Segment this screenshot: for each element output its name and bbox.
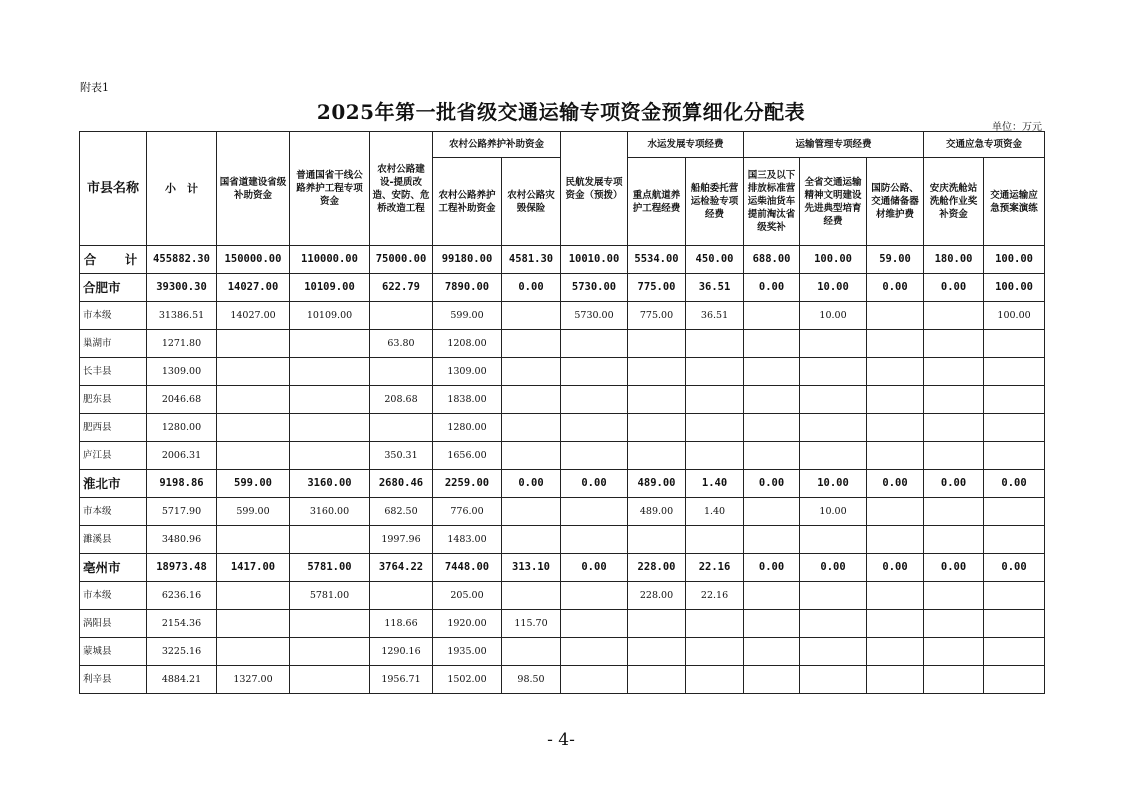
value-cell: 0.00 — [744, 274, 800, 302]
value-cell — [290, 442, 370, 470]
value-cell — [502, 638, 561, 666]
value-cell — [502, 442, 561, 470]
value-cell — [800, 526, 867, 554]
value-cell — [686, 610, 744, 638]
value-cell: 775.00 — [628, 274, 686, 302]
value-cell — [502, 386, 561, 414]
value-cell: 0.00 — [502, 470, 561, 498]
value-cell: 118.66 — [370, 610, 433, 638]
value-cell — [217, 610, 290, 638]
value-cell: 115.70 — [502, 610, 561, 638]
value-cell — [800, 414, 867, 442]
value-cell — [924, 498, 984, 526]
value-cell: 0.00 — [744, 554, 800, 582]
value-cell — [628, 526, 686, 554]
value-cell — [924, 302, 984, 330]
value-cell — [686, 666, 744, 694]
value-cell — [867, 610, 924, 638]
value-cell — [502, 498, 561, 526]
value-cell — [744, 414, 800, 442]
value-cell — [686, 638, 744, 666]
value-cell: 0.00 — [867, 554, 924, 582]
table-body — [80, 246, 1045, 694]
value-cell: 2680.46 — [370, 470, 433, 498]
value-cell: 100.00 — [984, 302, 1045, 330]
value-cell: 4884.21 — [147, 666, 217, 694]
value-cell: 0.00 — [924, 274, 984, 302]
value-cell: 100.00 — [800, 246, 867, 274]
value-cell: 1271.80 — [147, 330, 217, 358]
value-cell: 98.50 — [502, 666, 561, 694]
value-cell — [628, 666, 686, 694]
value-cell — [502, 302, 561, 330]
value-cell: 5781.00 — [290, 582, 370, 610]
value-cell: 100.00 — [984, 246, 1045, 274]
header-anqing-tank-washing: 安庆洗舱站洗舱作业奖补资金 — [924, 158, 984, 246]
value-cell: 2006.31 — [147, 442, 217, 470]
header-group-transport-management: 运输管理专项经费 — [744, 132, 924, 158]
value-cell: 10.00 — [800, 302, 867, 330]
value-cell: 228.00 — [628, 554, 686, 582]
header-county-name: 市县名称 — [80, 132, 147, 246]
value-cell — [924, 582, 984, 610]
table-row — [80, 358, 1045, 386]
value-cell: 0.00 — [561, 470, 628, 498]
value-cell — [867, 302, 924, 330]
value-cell: 1920.00 — [433, 610, 502, 638]
value-cell: 1280.00 — [147, 414, 217, 442]
value-cell — [561, 414, 628, 442]
value-cell: 7448.00 — [433, 554, 502, 582]
header-rural-maintenance-subsidy: 农村公路养护工程补助资金 — [433, 158, 502, 246]
value-cell — [744, 330, 800, 358]
value-cell: 5730.00 — [561, 302, 628, 330]
value-cell — [561, 582, 628, 610]
value-cell: 1956.71 — [370, 666, 433, 694]
value-cell: 5534.00 — [628, 246, 686, 274]
value-cell: 1309.00 — [147, 358, 217, 386]
value-cell: 5781.00 — [290, 554, 370, 582]
value-cell — [628, 638, 686, 666]
value-cell — [290, 610, 370, 638]
value-cell: 39300.30 — [147, 274, 217, 302]
row-name-cell: 合 计 — [80, 246, 147, 274]
value-cell — [744, 386, 800, 414]
table-row — [80, 414, 1045, 442]
value-cell: 205.00 — [433, 582, 502, 610]
value-cell: 10.00 — [800, 274, 867, 302]
table-row — [80, 666, 1045, 694]
value-cell — [744, 498, 800, 526]
value-cell — [502, 582, 561, 610]
value-cell: 3160.00 — [290, 470, 370, 498]
value-cell: 10109.00 — [290, 302, 370, 330]
value-cell — [744, 358, 800, 386]
value-cell — [800, 442, 867, 470]
value-cell — [924, 442, 984, 470]
value-cell: 4581.30 — [502, 246, 561, 274]
value-cell: 5717.90 — [147, 498, 217, 526]
value-cell — [290, 638, 370, 666]
table-row — [80, 386, 1045, 414]
value-cell: 0.00 — [867, 470, 924, 498]
header-civilization-model-fund: 全省交通运输精神文明建设先进典型培育经费 — [800, 158, 867, 246]
value-cell — [984, 638, 1045, 666]
value-cell — [370, 358, 433, 386]
value-cell — [217, 414, 290, 442]
value-cell — [686, 442, 744, 470]
value-cell — [628, 386, 686, 414]
value-cell — [744, 302, 800, 330]
value-cell — [867, 526, 924, 554]
row-name-cell: 市本级 — [80, 582, 147, 610]
value-cell — [217, 638, 290, 666]
value-cell — [290, 330, 370, 358]
value-cell — [744, 610, 800, 638]
value-cell: 0.00 — [984, 554, 1045, 582]
value-cell: 1327.00 — [217, 666, 290, 694]
value-cell — [561, 498, 628, 526]
row-name-cell: 肥东县 — [80, 386, 147, 414]
value-cell: 1309.00 — [433, 358, 502, 386]
page-number: - 4- — [547, 730, 575, 750]
value-cell: 150000.00 — [217, 246, 290, 274]
value-cell: 0.00 — [561, 554, 628, 582]
row-name-cell: 庐江县 — [80, 442, 147, 470]
value-cell — [984, 358, 1045, 386]
value-cell: 775.00 — [628, 302, 686, 330]
row-name-cell: 合肥市 — [80, 274, 147, 302]
header-waterway-maintenance: 重点航道养护工程经费 — [628, 158, 686, 246]
value-cell — [561, 330, 628, 358]
value-cell — [290, 358, 370, 386]
value-cell — [924, 526, 984, 554]
value-cell — [370, 582, 433, 610]
value-cell — [628, 610, 686, 638]
value-cell — [370, 414, 433, 442]
table-row — [80, 442, 1045, 470]
value-cell — [800, 358, 867, 386]
value-cell: 0.00 — [924, 470, 984, 498]
value-cell — [290, 666, 370, 694]
value-cell: 776.00 — [433, 498, 502, 526]
value-cell: 110000.00 — [290, 246, 370, 274]
header-diesel-truck-subsidy: 国三及以下排放标准营运柴油货车提前淘汰省级奖补 — [744, 158, 800, 246]
value-cell — [686, 358, 744, 386]
value-cell — [502, 330, 561, 358]
value-cell — [924, 638, 984, 666]
row-name-cell: 淮北市 — [80, 470, 147, 498]
value-cell — [984, 414, 1045, 442]
table-row — [80, 582, 1045, 610]
value-cell — [800, 638, 867, 666]
row-name-cell: 市本级 — [80, 498, 147, 526]
value-cell — [924, 610, 984, 638]
unit-label: 单位：万元 — [992, 122, 1042, 133]
value-cell — [290, 386, 370, 414]
value-cell: 228.00 — [628, 582, 686, 610]
value-cell: 1.40 — [686, 498, 744, 526]
appendix-label: 附表1 — [80, 81, 109, 94]
value-cell — [217, 442, 290, 470]
value-cell: 180.00 — [924, 246, 984, 274]
value-cell — [924, 666, 984, 694]
value-cell — [867, 330, 924, 358]
value-cell: 0.00 — [984, 470, 1045, 498]
header-rural-road-construction: 农村公路建设-提质改造、安防、危桥改造工程 — [370, 132, 433, 246]
value-cell — [561, 638, 628, 666]
value-cell — [800, 666, 867, 694]
value-cell: 22.16 — [686, 582, 744, 610]
value-cell — [984, 582, 1045, 610]
value-cell — [867, 386, 924, 414]
value-cell — [867, 358, 924, 386]
value-cell — [370, 302, 433, 330]
value-cell: 36.51 — [686, 302, 744, 330]
value-cell — [561, 442, 628, 470]
value-cell — [744, 666, 800, 694]
header-ship-inspection: 船舶委托营运检验专项经费 — [686, 158, 744, 246]
value-cell: 18973.48 — [147, 554, 217, 582]
value-cell — [502, 526, 561, 554]
header-rural-disaster-insurance: 农村公路灾毁保险 — [502, 158, 561, 246]
value-cell — [867, 414, 924, 442]
value-cell: 3160.00 — [290, 498, 370, 526]
value-cell: 0.00 — [800, 554, 867, 582]
row-name-cell: 涡阳县 — [80, 610, 147, 638]
value-cell: 14027.00 — [217, 274, 290, 302]
value-cell: 350.31 — [370, 442, 433, 470]
value-cell: 455882.30 — [147, 246, 217, 274]
value-cell — [867, 638, 924, 666]
value-cell: 1502.00 — [433, 666, 502, 694]
value-cell: 0.00 — [502, 274, 561, 302]
value-cell — [867, 498, 924, 526]
table-row — [80, 526, 1045, 554]
value-cell — [800, 610, 867, 638]
value-cell — [984, 610, 1045, 638]
header-civil-aviation-fund: 民航发展专项资金（预拨） — [561, 132, 628, 246]
value-cell: 688.00 — [744, 246, 800, 274]
value-cell — [867, 666, 924, 694]
value-cell — [686, 386, 744, 414]
value-cell — [561, 610, 628, 638]
row-name-cell: 利辛县 — [80, 666, 147, 694]
row-name-cell: 蒙城县 — [80, 638, 147, 666]
value-cell — [561, 386, 628, 414]
value-cell — [984, 498, 1045, 526]
value-cell: 1838.00 — [433, 386, 502, 414]
header-subtotal: 小 计 — [147, 132, 217, 246]
value-cell: 7890.00 — [433, 274, 502, 302]
value-cell: 10.00 — [800, 498, 867, 526]
value-cell: 59.00 — [867, 246, 924, 274]
value-cell — [984, 526, 1045, 554]
row-name-cell: 巢湖市 — [80, 330, 147, 358]
value-cell: 0.00 — [924, 554, 984, 582]
value-cell — [217, 358, 290, 386]
value-cell — [561, 526, 628, 554]
value-cell — [984, 330, 1045, 358]
value-cell: 1208.00 — [433, 330, 502, 358]
header-trunk-road-maintenance: 普通国省干线公路养护工程专项资金 — [290, 132, 370, 246]
value-cell: 1.40 — [686, 470, 744, 498]
value-cell: 75000.00 — [370, 246, 433, 274]
value-cell — [686, 526, 744, 554]
value-cell — [744, 442, 800, 470]
value-cell — [628, 442, 686, 470]
value-cell — [561, 666, 628, 694]
row-name-cell: 濉溪县 — [80, 526, 147, 554]
value-cell — [628, 358, 686, 386]
value-cell: 2154.36 — [147, 610, 217, 638]
value-cell: 3480.96 — [147, 526, 217, 554]
value-cell — [800, 582, 867, 610]
value-cell — [924, 358, 984, 386]
value-cell: 0.00 — [744, 470, 800, 498]
value-cell — [686, 330, 744, 358]
value-cell — [561, 358, 628, 386]
value-cell: 1997.96 — [370, 526, 433, 554]
value-cell: 313.10 — [502, 554, 561, 582]
value-cell: 10109.00 — [290, 274, 370, 302]
value-cell — [217, 582, 290, 610]
value-cell: 1290.16 — [370, 638, 433, 666]
allocation-table — [79, 131, 1045, 694]
value-cell: 1280.00 — [433, 414, 502, 442]
value-cell — [217, 386, 290, 414]
value-cell: 6236.16 — [147, 582, 217, 610]
value-cell — [984, 386, 1045, 414]
table-row — [80, 302, 1045, 330]
value-cell — [984, 666, 1045, 694]
value-cell — [628, 414, 686, 442]
value-cell: 1935.00 — [433, 638, 502, 666]
value-cell: 31386.51 — [147, 302, 217, 330]
value-cell: 10010.00 — [561, 246, 628, 274]
value-cell: 489.00 — [628, 470, 686, 498]
value-cell: 0.00 — [867, 274, 924, 302]
value-cell: 22.16 — [686, 554, 744, 582]
value-cell — [800, 330, 867, 358]
value-cell: 599.00 — [217, 498, 290, 526]
value-cell: 14027.00 — [217, 302, 290, 330]
page-title: 2025年第一批省级交通运输专项资金预算细化分配表 — [316, 100, 806, 124]
table-row — [80, 498, 1045, 526]
value-cell: 10.00 — [800, 470, 867, 498]
table-row — [80, 330, 1045, 358]
header-group-emergency: 交通应急专项资金 — [924, 132, 1045, 158]
value-cell — [800, 386, 867, 414]
header-group-water-transport: 水运发展专项经费 — [628, 132, 744, 158]
value-cell: 5730.00 — [561, 274, 628, 302]
value-cell: 1417.00 — [217, 554, 290, 582]
table-row-city — [80, 470, 1045, 498]
value-cell — [867, 442, 924, 470]
value-cell: 489.00 — [628, 498, 686, 526]
header-group-rural-maintenance: 农村公路养护补助资金 — [433, 132, 561, 158]
header-row-group — [80, 132, 1045, 158]
value-cell — [290, 414, 370, 442]
value-cell — [744, 582, 800, 610]
value-cell — [686, 414, 744, 442]
value-cell — [744, 638, 800, 666]
table-row — [80, 638, 1045, 666]
value-cell: 63.80 — [370, 330, 433, 358]
value-cell — [744, 526, 800, 554]
row-name-cell: 亳州市 — [80, 554, 147, 582]
value-cell — [924, 386, 984, 414]
value-cell: 99180.00 — [433, 246, 502, 274]
value-cell: 2259.00 — [433, 470, 502, 498]
value-cell — [502, 414, 561, 442]
value-cell — [924, 414, 984, 442]
value-cell: 1656.00 — [433, 442, 502, 470]
row-name-cell: 肥西县 — [80, 414, 147, 442]
value-cell: 599.00 — [217, 470, 290, 498]
value-cell: 682.50 — [370, 498, 433, 526]
value-cell — [867, 582, 924, 610]
header-emergency-drill: 交通运输应急预案演练 — [984, 158, 1045, 246]
value-cell — [290, 526, 370, 554]
table-row — [80, 610, 1045, 638]
value-cell: 599.00 — [433, 302, 502, 330]
header-defense-road-maintenance: 国防公路、交通储备器材维护费 — [867, 158, 924, 246]
value-cell: 208.68 — [370, 386, 433, 414]
value-cell — [984, 442, 1045, 470]
value-cell: 9198.86 — [147, 470, 217, 498]
header-national-road-subsidy: 国省道建设省级补助资金 — [217, 132, 290, 246]
table-row-city — [80, 554, 1045, 582]
row-name-cell: 市本级 — [80, 302, 147, 330]
table-row-city — [80, 274, 1045, 302]
value-cell — [502, 358, 561, 386]
value-cell — [217, 330, 290, 358]
row-name-cell: 长丰县 — [80, 358, 147, 386]
value-cell: 450.00 — [686, 246, 744, 274]
value-cell: 622.79 — [370, 274, 433, 302]
value-cell: 2046.68 — [147, 386, 217, 414]
value-cell — [217, 526, 290, 554]
table-row-total — [80, 246, 1045, 274]
value-cell: 100.00 — [984, 274, 1045, 302]
value-cell: 3225.16 — [147, 638, 217, 666]
value-cell — [628, 330, 686, 358]
value-cell — [924, 330, 984, 358]
value-cell: 36.51 — [686, 274, 744, 302]
value-cell: 3764.22 — [370, 554, 433, 582]
value-cell: 1483.00 — [433, 526, 502, 554]
